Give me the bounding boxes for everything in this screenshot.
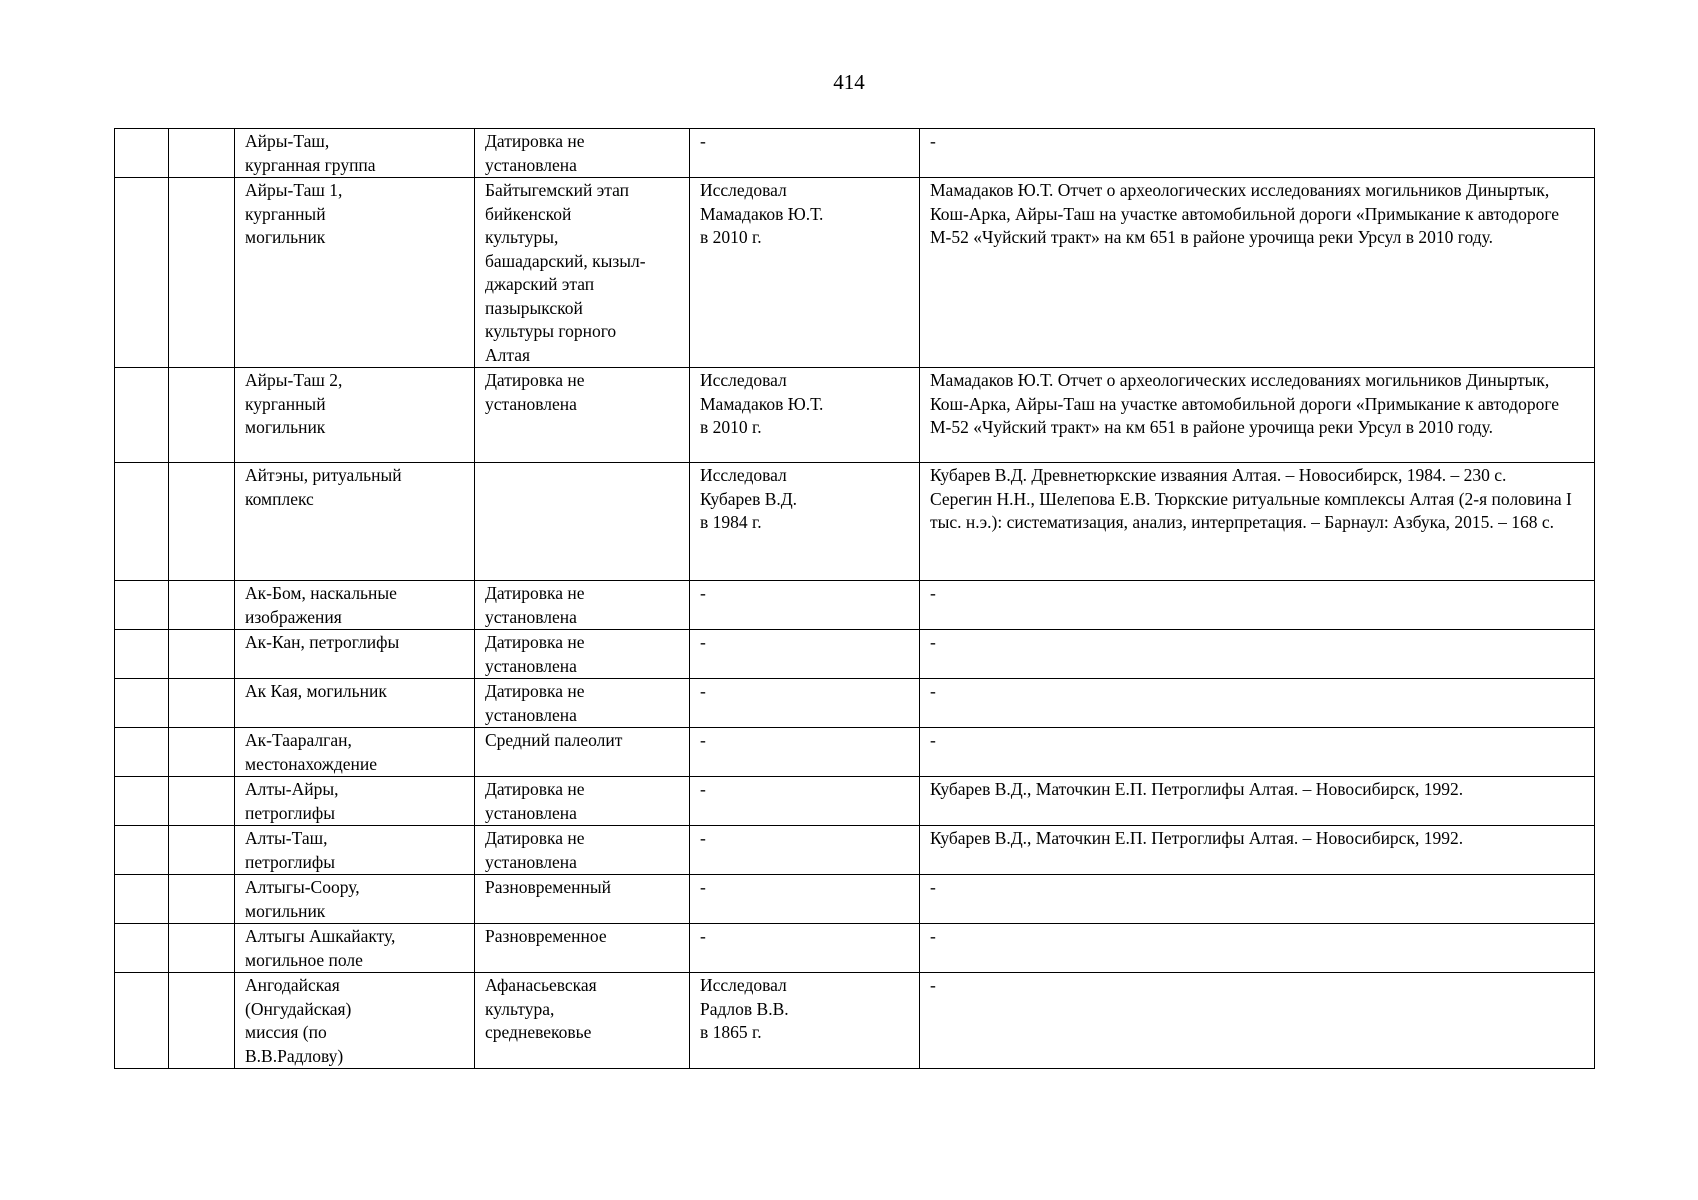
sources-cell: - xyxy=(920,581,1595,630)
table-row xyxy=(115,973,1595,1069)
research-cell: - xyxy=(690,924,920,973)
index-cell xyxy=(115,463,169,581)
site-name-cell: Айры-Таш 2, курганный могильник xyxy=(235,368,475,463)
table-row xyxy=(115,777,1595,826)
sources-cell: - xyxy=(920,630,1595,679)
code-cell xyxy=(169,679,235,728)
sources-cell: - xyxy=(920,924,1595,973)
sources-cell: Кубарев В.Д. Древнетюркские изваяния Алтая. – Новосибирск, 1984. – 230 с. Серегин Н.Н., Шелепова Е.В. Тюркские ритуальные комплексы Алтая (2-я половина I тыс. н.э.): систематизация, анализ, интерпретация. – Барнаул: Азбука, 2015. – 168 с. xyxy=(920,463,1595,581)
dating-cell: Датировка не установлена xyxy=(475,368,690,463)
sources-cell: - xyxy=(920,679,1595,728)
table-row xyxy=(115,129,1595,178)
dating-cell xyxy=(475,463,690,581)
index-cell xyxy=(115,973,169,1069)
sources-cell: Мамадаков Ю.Т. Отчет о археологических исследованиях могильников Диныртык, Кош-Арка, Айры-Таш на участке автомобильной дороги «Примыкание к автодороге М-52 «Чуйский тракт» на км 651 в районе урочища реки Урсул в 2010 году. xyxy=(920,368,1595,463)
site-name-cell: Алты-Таш, петроглифы xyxy=(235,826,475,875)
sources-cell: - xyxy=(920,129,1595,178)
research-cell: - xyxy=(690,129,920,178)
code-cell xyxy=(169,826,235,875)
sources-cell: - xyxy=(920,875,1595,924)
code-cell xyxy=(169,368,235,463)
sources-cell: - xyxy=(920,728,1595,777)
research-cell: Исследовал Кубарев В.Д. в 1984 г. xyxy=(690,463,920,581)
site-name-cell: Ак-Кан, петроглифы xyxy=(235,630,475,679)
code-cell xyxy=(169,973,235,1069)
research-cell: - xyxy=(690,630,920,679)
research-cell: - xyxy=(690,679,920,728)
sources-cell: Мамадаков Ю.Т. Отчет о археологических исследованиях могильников Диныртык, Кош-Арка, Айры-Таш на участке автомобильной дороги «Примыкание к автодороге М-52 «Чуйский тракт» на км 651 в районе урочища реки Урсул в 2010 году. xyxy=(920,178,1595,368)
site-name-cell: Алтыгы Ашкайакту, могильное поле xyxy=(235,924,475,973)
site-name-cell: Айры-Таш, курганная группа xyxy=(235,129,475,178)
table-row xyxy=(115,178,1595,368)
research-cell: - xyxy=(690,777,920,826)
research-cell: Исследовал Радлов В.В. в 1865 г. xyxy=(690,973,920,1069)
site-name-cell: Айры-Таш 1, курганный могильник xyxy=(235,178,475,368)
dating-cell: Датировка не установлена xyxy=(475,129,690,178)
table-row xyxy=(115,728,1595,777)
dating-cell: Разновременное xyxy=(475,924,690,973)
index-cell xyxy=(115,777,169,826)
table-row xyxy=(115,463,1595,581)
index-cell xyxy=(115,368,169,463)
dating-cell: Датировка не установлена xyxy=(475,581,690,630)
table-body xyxy=(115,129,1595,1069)
research-cell: - xyxy=(690,728,920,777)
dating-cell: Разновременный xyxy=(475,875,690,924)
sources-cell: Кубарев В.Д., Маточкин Е.П. Петроглифы Алтая. – Новосибирск, 1992. xyxy=(920,826,1595,875)
site-name-cell: Айтэны, ритуальный комплекс xyxy=(235,463,475,581)
code-cell xyxy=(169,129,235,178)
index-cell xyxy=(115,630,169,679)
index-cell xyxy=(115,581,169,630)
table-row xyxy=(115,368,1595,463)
monuments-table xyxy=(114,128,1595,1069)
dating-cell: Датировка не установлена xyxy=(475,826,690,875)
dating-cell: Датировка не установлена xyxy=(475,679,690,728)
sources-cell: - xyxy=(920,973,1595,1069)
table-row xyxy=(115,875,1595,924)
dating-cell: Байтыгемский этап бийкенской культуры, башадарский, кызыл- джарский этап пазырыкской культуры горного Алтая xyxy=(475,178,690,368)
table-row xyxy=(115,826,1595,875)
code-cell xyxy=(169,463,235,581)
table-row xyxy=(115,630,1595,679)
index-cell xyxy=(115,178,169,368)
index-cell xyxy=(115,679,169,728)
index-cell xyxy=(115,728,169,777)
research-cell: - xyxy=(690,826,920,875)
code-cell xyxy=(169,875,235,924)
site-name-cell: Алтыгы-Соору, могильник xyxy=(235,875,475,924)
index-cell xyxy=(115,129,169,178)
site-name-cell: Алты-Айры, петроглифы xyxy=(235,777,475,826)
index-cell xyxy=(115,875,169,924)
dating-cell: Датировка не установлена xyxy=(475,630,690,679)
site-name-cell: Ангодайская (Онгудайская) миссия (по В.В.Радлову) xyxy=(235,973,475,1069)
research-cell: Исследовал Мамадаков Ю.Т. в 2010 г. xyxy=(690,178,920,368)
table-row xyxy=(115,679,1595,728)
research-cell: - xyxy=(690,875,920,924)
code-cell xyxy=(169,924,235,973)
index-cell xyxy=(115,826,169,875)
research-cell: Исследовал Мамадаков Ю.Т. в 2010 г. xyxy=(690,368,920,463)
dating-cell: Средний палеолит xyxy=(475,728,690,777)
code-cell xyxy=(169,728,235,777)
table-row xyxy=(115,581,1595,630)
research-cell: - xyxy=(690,581,920,630)
site-name-cell: Ак-Тааралган, местонахождение xyxy=(235,728,475,777)
code-cell xyxy=(169,581,235,630)
code-cell xyxy=(169,777,235,826)
page-number: 414 xyxy=(833,70,865,94)
dating-cell: Афанасьевская культура, средневековье xyxy=(475,973,690,1069)
code-cell xyxy=(169,178,235,368)
table-row xyxy=(115,924,1595,973)
code-cell xyxy=(169,630,235,679)
dating-cell: Датировка не установлена xyxy=(475,777,690,826)
index-cell xyxy=(115,924,169,973)
site-name-cell: Ак Кая, могильник xyxy=(235,679,475,728)
sources-cell: Кубарев В.Д., Маточкин Е.П. Петроглифы Алтая. – Новосибирск, 1992. xyxy=(920,777,1595,826)
site-name-cell: Ак-Бом, наскальные изображения xyxy=(235,581,475,630)
